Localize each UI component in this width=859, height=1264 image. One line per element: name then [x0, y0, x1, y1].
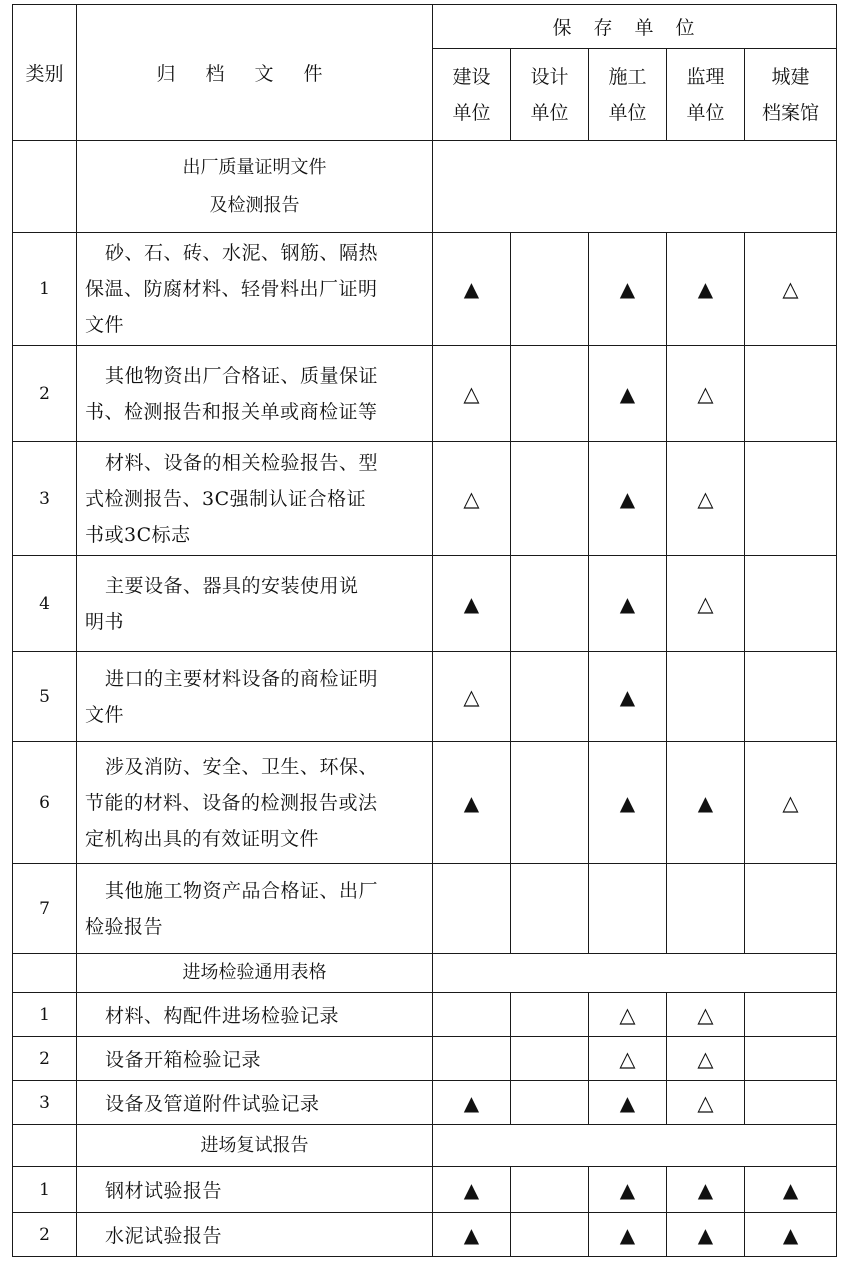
row-number: 4 [13, 556, 77, 652]
mark-archive [745, 1037, 837, 1081]
header-unit-design: 设计 单位 [511, 49, 589, 141]
mark-design [511, 742, 589, 864]
archive-table [12, 4, 837, 1257]
mark-archive: △ [745, 742, 837, 864]
document-name-line: 砂、石、砖、水泥、钢筋、隔热 [105, 242, 379, 264]
document-name-line: 文件 [85, 703, 125, 726]
section-marks-blank [433, 141, 837, 233]
mark-contractor: ▲ [589, 1081, 667, 1125]
section-row [13, 1125, 837, 1167]
document-name [77, 233, 433, 346]
document-name [77, 442, 433, 556]
table-row [13, 1081, 837, 1125]
document-name-line: 定机构出具的有效证明文件 [85, 827, 320, 850]
table-row [13, 652, 837, 742]
mark-supervision: ▲ [667, 1213, 745, 1257]
mark-contractor: ▲ [589, 442, 667, 556]
mark-design [511, 1081, 589, 1125]
section-category-cell [13, 1125, 77, 1167]
mark-design [511, 1213, 589, 1257]
section-row [13, 141, 837, 233]
section-title-line: 及检测报告 [209, 194, 300, 216]
mark-supervision: ▲ [667, 742, 745, 864]
header-unit-construction: 建设 单位 [433, 49, 511, 141]
row-number: 2 [13, 346, 77, 442]
mark-contractor: ▲ [589, 346, 667, 442]
mark-construction: ▲ [433, 1081, 511, 1125]
section-title-line: 进场复试报告 [200, 1134, 309, 1156]
document-name: 钢材试验报告 [77, 1167, 433, 1213]
mark-design [511, 556, 589, 652]
header-unit-contractor: 施工 单位 [589, 49, 667, 141]
mark-design [511, 233, 589, 346]
mark-construction: ▲ [433, 556, 511, 652]
mark-supervision [667, 864, 745, 954]
mark-archive: ▲ [745, 1213, 837, 1257]
row-number: 6 [13, 742, 77, 864]
mark-contractor: ▲ [589, 742, 667, 864]
table-body [13, 5, 837, 1257]
document-name-line: 保温、防腐材料、轻骨料出厂证明 [85, 278, 378, 300]
section-title-line: 出厂质量证明文件 [182, 156, 327, 178]
document-name [77, 742, 433, 864]
document-name-line: 式检测报告、3C强制认证合格证 [85, 487, 367, 510]
row-number: 1 [13, 233, 77, 346]
mark-archive: △ [745, 233, 837, 346]
section-category-cell [13, 954, 77, 993]
mark-archive: ▲ [745, 1167, 837, 1213]
table-row [13, 556, 837, 652]
document-name: 水泥试验报告 [77, 1213, 433, 1257]
header-unit-supervision: 监理 单位 [667, 49, 745, 141]
document-name [77, 346, 433, 442]
table-row [13, 1213, 837, 1257]
mark-construction: △ [433, 346, 511, 442]
mark-supervision: ▲ [667, 233, 745, 346]
header-unit-archive: 城建 档案馆 [745, 49, 837, 141]
table-row [13, 742, 837, 864]
mark-archive [745, 1081, 837, 1125]
section-row [13, 954, 837, 993]
document-name-line: 主要设备、器具的安装使用说 [105, 574, 359, 597]
row-number: 3 [13, 442, 77, 556]
table-row [13, 442, 837, 556]
mark-design [511, 442, 589, 556]
section-marks-blank [433, 1125, 837, 1167]
row-number: 5 [13, 652, 77, 742]
mark-contractor: ▲ [589, 1167, 667, 1213]
section-category-cell [13, 141, 77, 233]
mark-contractor: ▲ [589, 1213, 667, 1257]
mark-construction [433, 864, 511, 954]
mark-contractor [589, 864, 667, 954]
mark-supervision: △ [667, 1037, 745, 1081]
mark-design [511, 346, 589, 442]
document-name-line: 书或3C标志 [85, 523, 191, 546]
mark-construction: △ [433, 652, 511, 742]
document-name-line: 书、检测报告和报关单或商检证等 [85, 400, 378, 423]
document-name [77, 556, 433, 652]
mark-construction: ▲ [433, 233, 511, 346]
mark-construction: ▲ [433, 1167, 511, 1213]
mark-contractor: ▲ [589, 556, 667, 652]
mark-supervision: ▲ [667, 1167, 745, 1213]
document-name-line: 涉及消防、安全、卫生、环保、 [105, 755, 379, 778]
mark-archive [745, 346, 837, 442]
mark-supervision: △ [667, 556, 745, 652]
document-name: 设备开箱检验记录 [77, 1037, 433, 1081]
table-row [13, 864, 837, 954]
mark-construction [433, 993, 511, 1037]
mark-construction: ▲ [433, 742, 511, 864]
row-number: 2 [13, 1213, 77, 1257]
row-number: 7 [13, 864, 77, 954]
header-storage-unit: 保存单位 [433, 5, 837, 49]
table-row [13, 993, 837, 1037]
document-name-line: 进口的主要材料设备的商检证明 [105, 667, 379, 690]
header-row-top [13, 5, 837, 49]
mark-contractor: ▲ [589, 652, 667, 742]
mark-design [511, 1167, 589, 1213]
mark-supervision: △ [667, 1081, 745, 1125]
mark-design [511, 993, 589, 1037]
mark-archive [745, 864, 837, 954]
header-category: 类别 [13, 5, 77, 141]
row-number: 1 [13, 1167, 77, 1213]
mark-design [511, 864, 589, 954]
document-name: 设备及管道附件试验记录 [77, 1081, 433, 1125]
section-title [77, 141, 433, 233]
table-row [13, 1167, 837, 1213]
mark-contractor: △ [589, 1037, 667, 1081]
mark-contractor: ▲ [589, 233, 667, 346]
mark-contractor: △ [589, 993, 667, 1037]
document-name-line: 检验报告 [85, 915, 164, 938]
mark-archive [745, 556, 837, 652]
mark-construction: ▲ [433, 1213, 511, 1257]
mark-supervision: △ [667, 346, 745, 442]
document-name-line: 明书 [85, 610, 125, 633]
row-number: 2 [13, 1037, 77, 1081]
mark-construction: △ [433, 442, 511, 556]
document-name-line: 其他物资出厂合格证、质量保证 [105, 364, 379, 387]
row-number: 3 [13, 1081, 77, 1125]
document-name-line: 节能的材料、设备的检测报告或法 [85, 791, 378, 814]
section-title [77, 1125, 433, 1167]
table-row [13, 346, 837, 442]
mark-archive [745, 993, 837, 1037]
document-name [77, 864, 433, 954]
document-name [77, 652, 433, 742]
mark-design [511, 1037, 589, 1081]
table-row [13, 1037, 837, 1081]
mark-design [511, 652, 589, 742]
mark-supervision: △ [667, 993, 745, 1037]
row-number: 1 [13, 993, 77, 1037]
document-name: 材料、构配件进场检验记录 [77, 993, 433, 1037]
mark-supervision [667, 652, 745, 742]
section-title [77, 954, 433, 993]
section-title-line: 进场检验通用表格 [182, 962, 327, 983]
mark-construction [433, 1037, 511, 1081]
document-name-line: 材料、设备的相关检验报告、型 [105, 451, 379, 474]
document-name-line: 文件 [85, 314, 125, 336]
document-name-line: 其他施工物资产品合格证、出厂 [105, 879, 379, 902]
header-documents: 归档文件 [77, 5, 433, 141]
section-marks-blank [433, 954, 837, 993]
mark-archive [745, 652, 837, 742]
mark-supervision: △ [667, 442, 745, 556]
mark-archive [745, 442, 837, 556]
table-row [13, 233, 837, 346]
